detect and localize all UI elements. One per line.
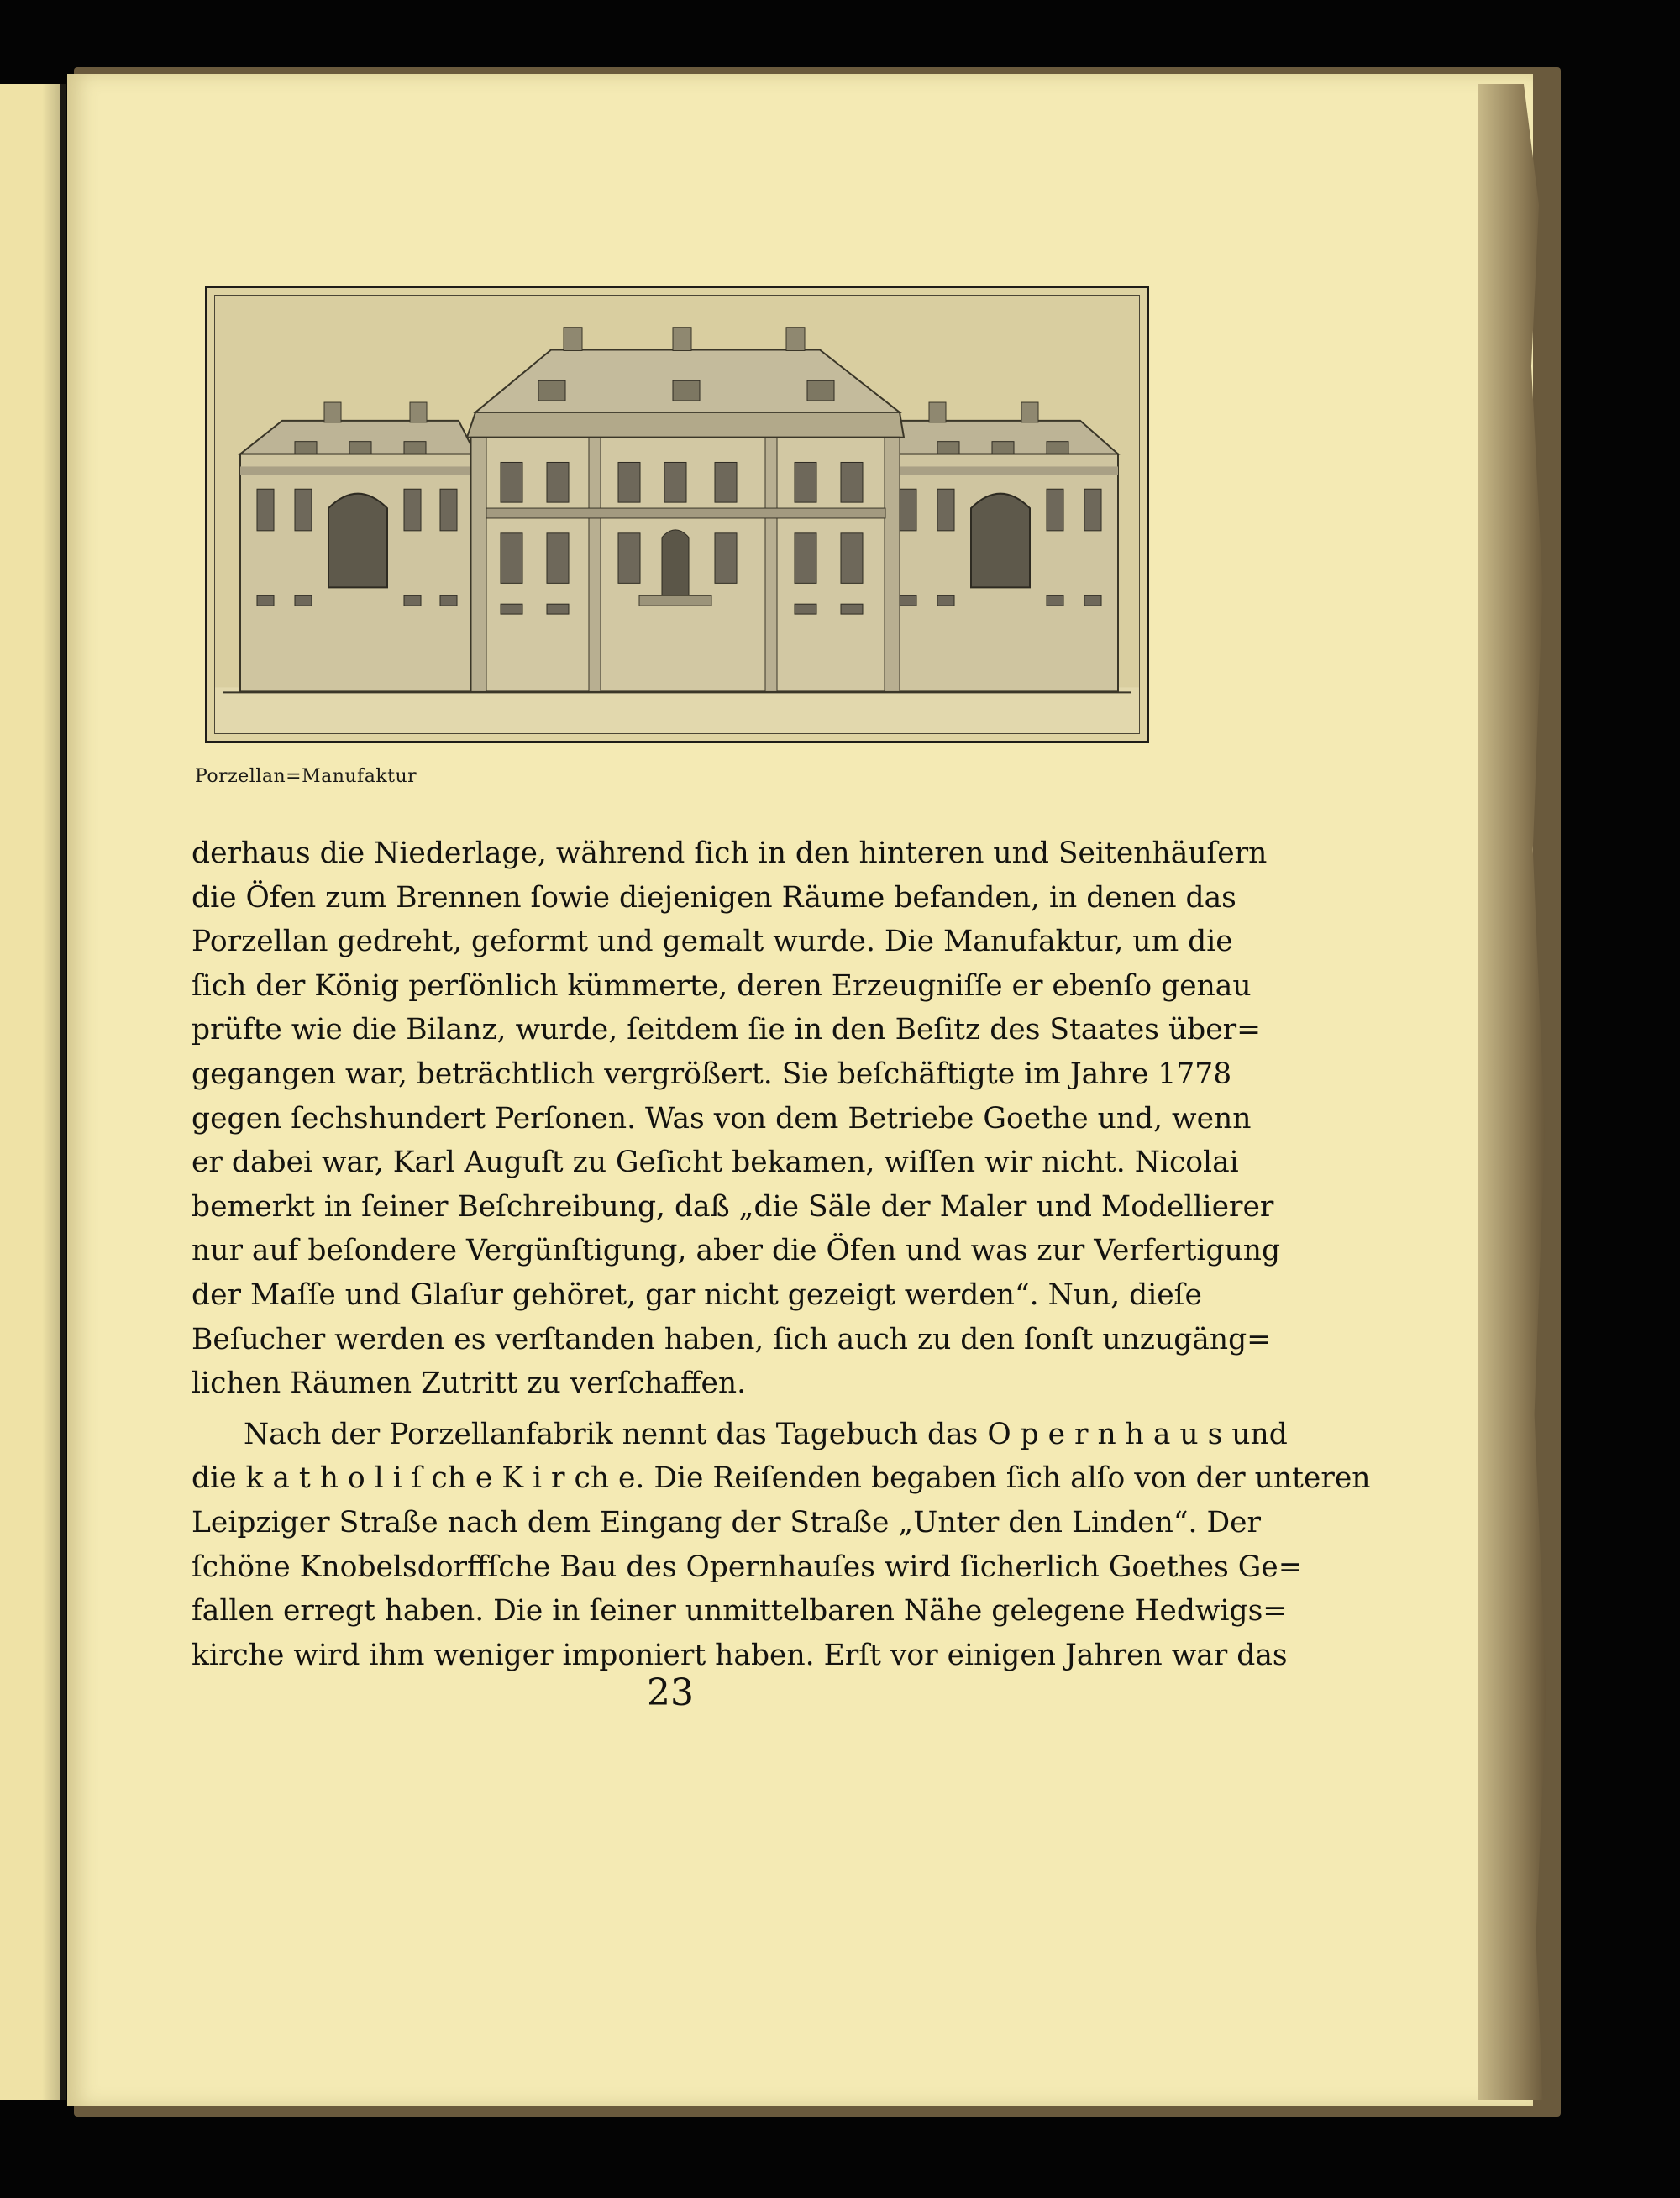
page-number: 23 — [647, 1671, 694, 1714]
text-line: Porzellan gedreht, geformt und gemalt wurde. Die Manufaktur, um die — [192, 925, 1233, 959]
building-illustration — [205, 286, 1149, 743]
text-line: Nach der Porzellanfabrik nennt das Tagebuch das O p e r n h a u s und — [244, 1417, 1288, 1451]
text-line: er dabei war, Karl Auguſt zu Geſicht bekamen, wiſſen wir nicht. Nicolai — [192, 1146, 1239, 1180]
text-line: ſchöne Knobelsdorffſche Bau des Opernhauſes wird ſicherlich Goethes Ge= — [192, 1550, 1303, 1584]
text-line: derhaus die Niederlage, während ſich in den hinteren und Seitenhäuſern — [192, 837, 1268, 870]
porcelain-manufactory-drawing — [215, 296, 1139, 733]
text-line: kirche wird ihm weniger imponiert haben. Erſt vor einigen Jahren war das — [192, 1638, 1288, 1672]
figure-caption: Porzellan=Manufaktur — [195, 766, 417, 787]
text-line: bemerkt in ſeiner Beſchreibung, daß „die Säle der Maler und Modellierer — [192, 1189, 1274, 1224]
text-line: ſich der König perſönlich kümmerte, deren Erzeugniſſe er ebenſo genau — [192, 968, 1252, 1003]
text-line: Beſucher werden es verſtanden haben, ſich auch zu den ſonſt unzugäng= — [192, 1322, 1272, 1356]
body-text — [192, 831, 1371, 1677]
text-line: nur auf beſondere Vergünſtigung, aber die Öfen und was zur Verfertigung — [192, 1234, 1281, 1268]
text-line: die Öfen zum Brennen ſowie diejenigen Räume befanden, in denen das — [192, 880, 1236, 915]
text-line: Leipziger Straße nach dem Eingang der Straße „Unter den Linden“. Der — [192, 1505, 1262, 1540]
left-page-edge — [0, 84, 66, 2100]
text-line: lichen Räumen Zutritt zu verſchaffen. — [192, 1367, 747, 1401]
text-line: die k a t h o l i ſ ch e K i r ch e. Die Reiſenden begaben ſich alſo von der unteren — [192, 1461, 1371, 1496]
text-line: der Maſſe und Glaſur gehöret, gar nicht gezeigt werden“. Nun, dieſe — [192, 1277, 1202, 1312]
text-line: fallen erregt haben. Die in ſeiner unmittelbaren Nähe gelegene Hedwigs= — [192, 1594, 1288, 1629]
text-line: gegen ſechshundert Perſonen. Was von dem Betriebe Goethe und, wenn — [192, 1101, 1252, 1136]
text-line: prüfte wie die Bilanz, wurde, ſeitdem ſie in den Beſitz des Staates über= — [192, 1013, 1262, 1047]
text-line: gegangen war, beträchtlich vergrößert. Sie beſchäftigte im Jahre 1778 — [192, 1057, 1232, 1091]
paragraph-gap — [192, 1406, 1151, 1413]
